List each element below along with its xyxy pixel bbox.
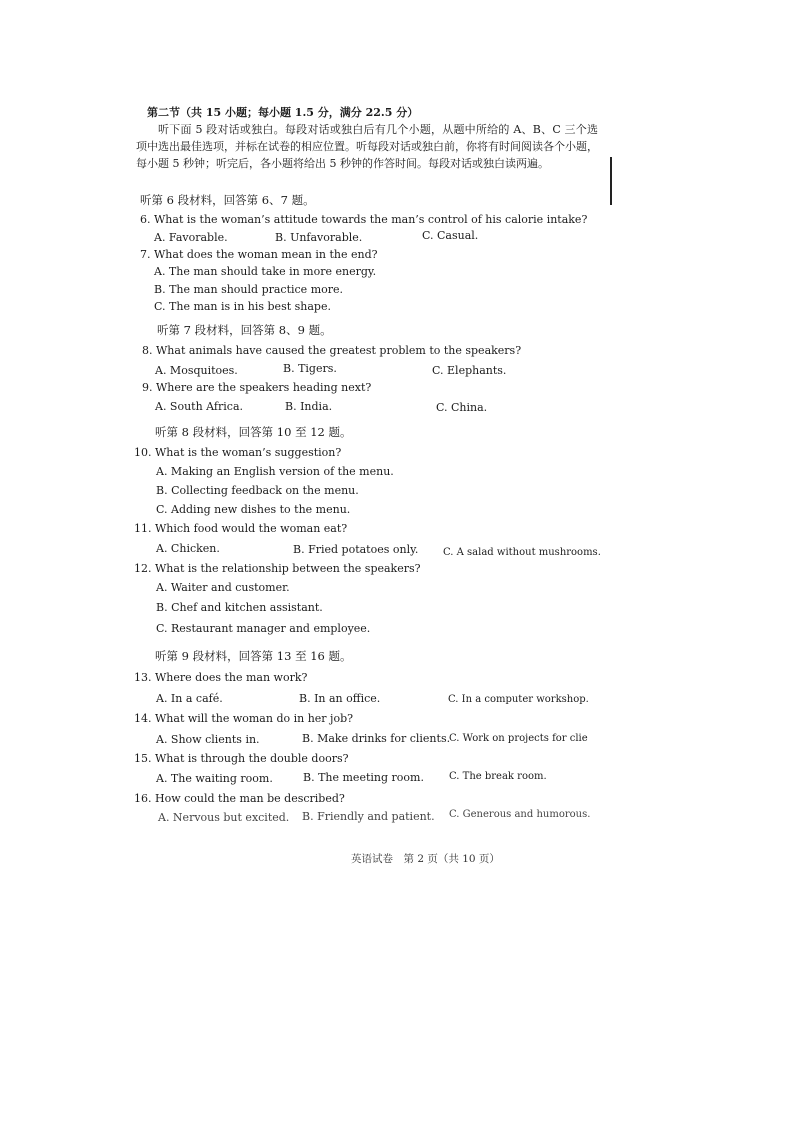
- group-heading-9: 听第 9 段材料，回答第 13 至 16 题。: [155, 649, 352, 663]
- question-14-stem: 14. What will the woman do in her job?: [134, 712, 354, 725]
- question-11-stem: 11. Which food would the woman eat?: [134, 522, 348, 535]
- question-8-option-b: B. Tigers.: [283, 362, 337, 375]
- question-9-stem: 9. Where are the speakers heading next?: [142, 381, 372, 394]
- question-10-option-a: A. Making an English version of the menu.: [156, 465, 394, 478]
- question-15-stem: 15. What is through the double doors?: [134, 752, 349, 765]
- question-6-option-a: A. Favorable.: [154, 231, 228, 244]
- question-10-stem: 10. What is the woman’s suggestion?: [134, 446, 342, 459]
- question-9-option-a: A. South Africa.: [155, 400, 243, 413]
- question-6-option-b: B. Unfavorable.: [275, 231, 363, 244]
- question-7-stem: 7. What does the woman mean in the end?: [140, 248, 378, 261]
- question-13-option-a: A. In a café.: [156, 692, 223, 705]
- page-footer: 英语试卷 第 2 页（共 10 页）: [351, 853, 500, 865]
- question-12-stem: 12. What is the relationship between the speakers?: [134, 562, 421, 575]
- question-12-option-c: C. Restaurant manager and employee.: [156, 622, 371, 635]
- section-title: 第二节（共 15 小题；每小题 1.5 分，满分 22.5 分）: [147, 106, 419, 119]
- question-8-option-a: A. Mosquitoes.: [155, 364, 238, 377]
- question-16-option-c: C. Generous and humorous.: [449, 809, 591, 820]
- question-13-option-c: C. In a computer workshop.: [448, 694, 589, 705]
- question-14-option-c: C. Work on projects for clie: [449, 733, 588, 744]
- scan-mark: [610, 157, 612, 205]
- question-10-option-b: B. Collecting feedback on the menu.: [156, 484, 359, 497]
- question-6-stem: 6. What is the woman’s attitude towards the man’s control of his calorie intake?: [140, 213, 588, 226]
- question-7-option-a: A. The man should take in more energy.: [154, 265, 377, 278]
- question-16-option-b: B. Friendly and patient.: [302, 810, 435, 823]
- question-15-option-c: C. The break room.: [449, 771, 547, 782]
- question-12-option-b: B. Chef and kitchen assistant.: [156, 601, 323, 614]
- question-16-stem: 16. How could the man be described?: [134, 792, 345, 805]
- question-13-option-b: B. In an office.: [299, 692, 381, 705]
- question-11-option-c: C. A salad without mushrooms.: [443, 547, 601, 558]
- group-heading-7: 听第 7 段材料，回答第 8、9 题。: [157, 323, 332, 337]
- question-11-option-b: B. Fried potatoes only.: [293, 543, 419, 556]
- question-10-option-c: C. Adding new dishes to the menu.: [156, 503, 351, 516]
- question-15-option-b: B. The meeting room.: [303, 771, 424, 784]
- question-14-option-b: B. Make drinks for clients.: [302, 732, 451, 745]
- question-7-option-c: C. The man is in his best shape.: [154, 300, 331, 313]
- question-14-option-a: A. Show clients in.: [156, 733, 260, 746]
- question-7-option-b: B. The man should practice more.: [154, 283, 344, 296]
- group-heading-8: 听第 8 段材料，回答第 10 至 12 题。: [155, 425, 352, 439]
- question-8-option-c: C. Elephants.: [432, 364, 507, 377]
- question-9-option-b: B. India.: [285, 400, 333, 413]
- group-heading-6: 听第 6 段材料，回答第 6、7 题。: [140, 193, 315, 207]
- question-9-option-c: C. China.: [436, 401, 488, 414]
- question-6-option-c: C. Casual.: [422, 229, 479, 242]
- question-13-stem: 13. Where does the man work?: [134, 671, 308, 684]
- section-instructions: 听下面 5 段对话或独白。每段对话或独白后有几个小题，从题中所给的 A、B、C 三个选项中选出最佳选项，并标在试卷的相应位置。听每段对话或独白前，你将有时间阅读各个小题，每小题 5 秒钟；听完后，各小题将给出 5 秒钟的作答时间。每段对话或独白读两遍。: [136, 123, 598, 170]
- question-15-option-a: A. The waiting room.: [156, 772, 273, 785]
- question-16-option-a: A. Nervous but excited.: [158, 811, 290, 824]
- question-12-option-a: A. Waiter and customer.: [156, 581, 290, 594]
- question-11-option-a: A. Chicken.: [156, 542, 220, 555]
- question-8-stem: 8. What animals have caused the greatest problem to the speakers?: [142, 344, 522, 357]
